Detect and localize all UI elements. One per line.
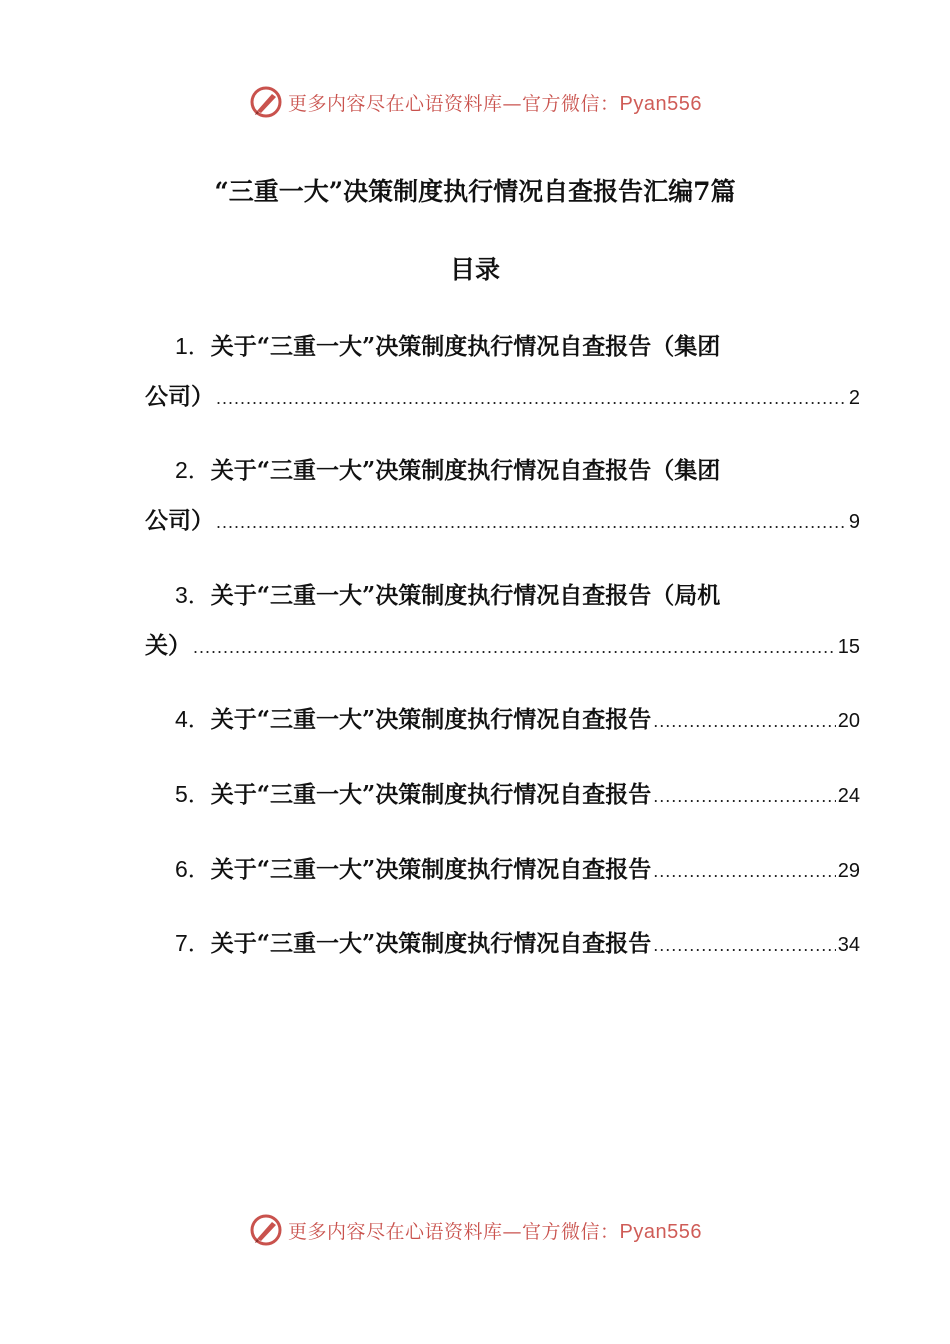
watermark-banner-bottom	[0, 1210, 950, 1250]
page-number: 9	[848, 511, 860, 533]
page-number: 2	[848, 387, 860, 409]
toc-heading: 目录	[449, 255, 500, 284]
document-title: “三重一大”决策制度执行情况自查报告汇编7篇	[214, 177, 736, 206]
page-number: 24	[837, 785, 860, 807]
watermark-text: 更多内容尽在心语资料库—官方微信：Pyan556	[288, 92, 702, 115]
page-number: 15	[837, 636, 860, 658]
pen-logo-icon	[248, 1212, 284, 1248]
page-number: 20	[837, 710, 860, 732]
page-number: 29	[837, 860, 860, 882]
page-number: 34	[837, 934, 860, 956]
pen-logo-icon	[248, 84, 284, 120]
watermark-banner-top	[0, 82, 950, 122]
watermark-text: 更多内容尽在心语资料库—官方微信：Pyan556	[288, 1220, 702, 1243]
